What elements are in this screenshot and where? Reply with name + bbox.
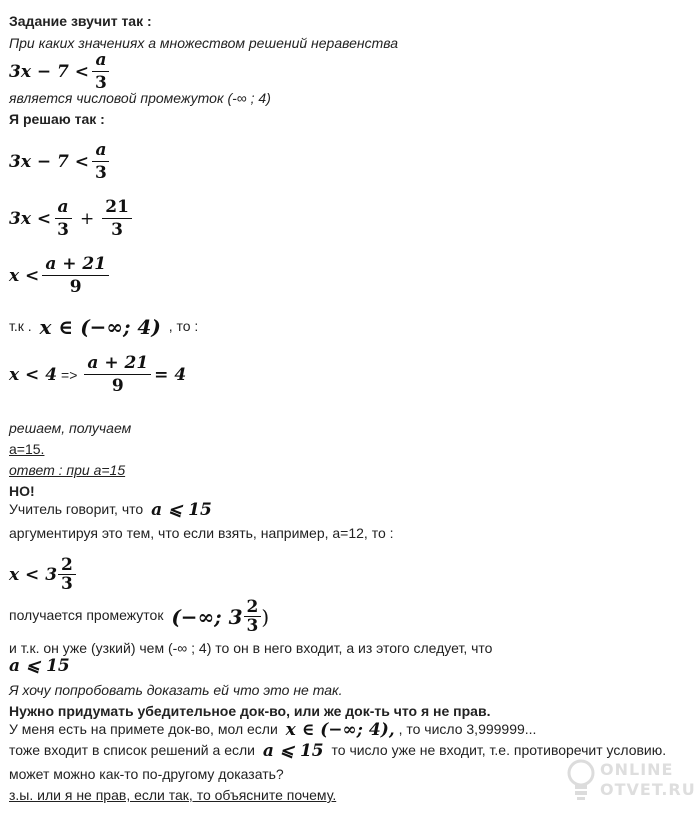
step-2-denominator-1: 3 bbox=[57, 220, 69, 240]
task-inequality bbox=[9, 49, 113, 94]
step-3-lhs: x < bbox=[9, 265, 40, 286]
interval-prefix: получается промежуток bbox=[9, 607, 164, 624]
request-line-2-prefix: тоже входит в список решений а если bbox=[9, 741, 255, 758]
request-line-1 bbox=[9, 720, 540, 740]
teacher-text: Учитель говорит, что bbox=[9, 500, 144, 517]
example-inequality bbox=[9, 556, 79, 593]
ps-line: з.ы. или я не прав, если так, то объясните почему. bbox=[9, 787, 337, 803]
condition-prefix: т.к . bbox=[9, 317, 32, 334]
example-lhs: x < 3 bbox=[9, 564, 58, 585]
teacher-line bbox=[9, 500, 212, 520]
step-1-numerator: a bbox=[92, 139, 109, 162]
but-heading: НО! bbox=[9, 483, 35, 499]
step-2-lhs: 3x < bbox=[9, 208, 52, 229]
interval-line bbox=[9, 598, 269, 635]
step-3 bbox=[9, 253, 112, 298]
step-2-numerator-1: a bbox=[55, 196, 72, 219]
step-2 bbox=[9, 196, 135, 241]
condition-suffix: , то : bbox=[168, 317, 199, 334]
solve-line: решаем, получаем bbox=[9, 420, 132, 436]
inequality-lhs: 3x − 7 < bbox=[9, 61, 90, 82]
task-heading: Задание звучит так : bbox=[9, 13, 152, 29]
lightbulb-icon bbox=[566, 758, 596, 802]
condition-math: x ∈ (−∞; 4) bbox=[39, 315, 161, 339]
request-heading: Нужно придумать убедительное док-во, или же док-ть что я не прав. bbox=[9, 703, 491, 719]
step-1 bbox=[9, 139, 113, 184]
request-line-1-suffix: , то число 3,999999... bbox=[398, 720, 537, 737]
step-1-lhs: 3x − 7 < bbox=[9, 151, 90, 172]
conclusion-line bbox=[9, 656, 70, 676]
plus-sign: + bbox=[79, 208, 95, 229]
conclusion-math: a ⩽ 15 bbox=[9, 656, 70, 676]
argument-line: аргументируя это тем, что если взять, например, а=12, то : bbox=[9, 525, 394, 541]
example-numerator: 2 bbox=[58, 556, 76, 575]
attempt-line: Я хочу попробовать доказать ей что это не так. bbox=[9, 682, 343, 698]
step-4 bbox=[9, 352, 186, 397]
implies-arrow: => bbox=[61, 366, 78, 383]
step-4-lhs: x < 4 bbox=[9, 364, 58, 385]
step-4-rhs: = 4 bbox=[154, 364, 187, 385]
teacher-math: a ⩽ 15 bbox=[151, 500, 212, 520]
interval-numerator: 2 bbox=[244, 598, 262, 617]
interval-open: (−∞; 3 bbox=[171, 604, 243, 629]
task-question: При каких значениях а множеством решений неравенства bbox=[9, 35, 399, 51]
interval-denominator: 3 bbox=[246, 616, 259, 636]
request-line-1-math: x ∈ (−∞; 4), bbox=[285, 720, 395, 740]
step-4-numerator: a + 21 bbox=[84, 352, 151, 375]
example-denominator: 3 bbox=[61, 574, 73, 594]
step-2-numerator-2: 21 bbox=[102, 196, 132, 219]
solution-heading: Я решаю так : bbox=[9, 111, 105, 127]
answer-line: ответ : при а=15 bbox=[9, 462, 126, 478]
task-interval-text: является числовой промежуток (-∞ ; 4) bbox=[9, 90, 271, 106]
result-line: а=15. bbox=[9, 441, 45, 457]
watermark-logo bbox=[566, 756, 696, 806]
step-3-numerator: a + 21 bbox=[42, 253, 109, 276]
watermark-line-2: OTVET.RU bbox=[600, 780, 696, 799]
request-line-2-math: a ⩽ 15 bbox=[262, 741, 324, 761]
fraction-numerator: a bbox=[92, 49, 109, 72]
fraction-denominator: 3 bbox=[95, 73, 107, 93]
request-line-3: может можно как-то по-другому доказать? bbox=[9, 766, 284, 782]
request-line-1-prefix: У меня есть на примете док-во, мол если bbox=[9, 720, 278, 737]
narrow-line: и т.к. он уже (узкий) чем (-∞ ; 4) то он в него входит, а из этого следует, что bbox=[9, 640, 493, 656]
step-3-denominator: 9 bbox=[69, 277, 82, 297]
watermark-line-1: ONLINE bbox=[600, 760, 674, 779]
interval-close: ) bbox=[261, 604, 270, 629]
step-2-denominator-2: 3 bbox=[111, 220, 123, 240]
request-line-2-suffix: то число уже не входит, т.е. противоречит условию. bbox=[331, 741, 667, 758]
step-1-denominator: 3 bbox=[95, 163, 107, 183]
condition-line bbox=[9, 315, 202, 339]
step-4-denominator: 9 bbox=[111, 376, 124, 396]
